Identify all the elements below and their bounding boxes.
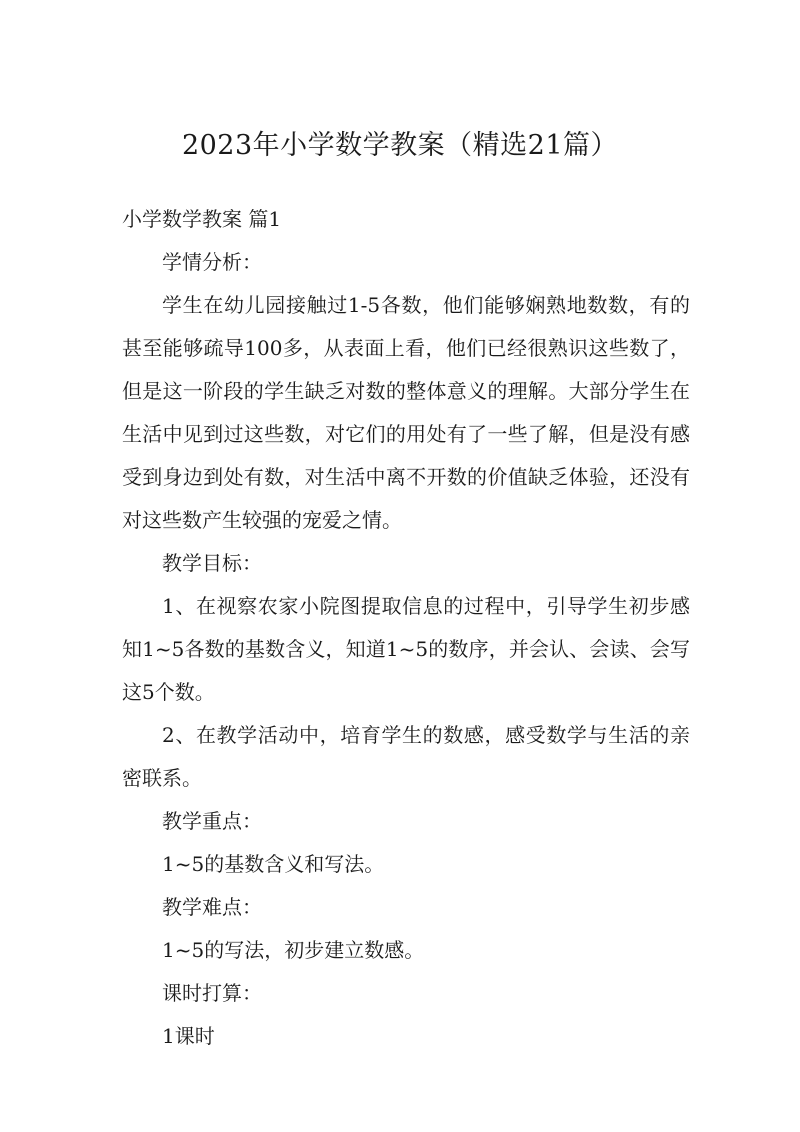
paragraph-goal-1: 1、在视察农家小院图提取信息的过程中，引导学生初步感知1~5各数的基数含义，知道1~5的数序，并会认、会读、会写这5个数。: [122, 594, 690, 704]
heading-student-analysis: 学情分析：: [162, 250, 262, 274]
heading-lesson-plan: 课时打算：: [162, 981, 262, 1005]
heading-teaching-difficulty: 教学难点：: [162, 895, 262, 919]
paragraph-student-analysis: 学生在幼儿园接触过1-5各数，他们能够娴熟地数数，有的甚至能够疏导100多，从表面上看，他们已经很熟识这些数了，但是这一阶段的学生缺乏对数的整体意义的理解。大部分学生在生活中见到过这些数，对它们的用处有了一些了解，但是没有感受到身边到处有数，对生活中离不开数的价值缺乏体验，还没有对这些数产生较强的宠爱之情。: [122, 293, 690, 532]
document-title: 2023年小学数学教案（精选21篇）: [181, 130, 619, 161]
document-body: [122, 198, 690, 1058]
paragraph-teaching-focus: 1~5的基数含义和写法。: [162, 852, 385, 876]
heading-teaching-goals: 教学目标：: [162, 551, 262, 575]
paragraph-lesson-count: 1课时: [162, 1024, 215, 1048]
heading-teaching-focus: 教学重点：: [162, 809, 262, 833]
section-heading: 小学数学教案 篇1: [122, 207, 282, 231]
paragraph-goal-2: 2、在教学活动中，培育学生的数感，感受数学与生活的亲密联系。: [122, 723, 690, 790]
paragraph-teaching-difficulty: 1~5的写法，初步建立数感。: [162, 938, 425, 962]
